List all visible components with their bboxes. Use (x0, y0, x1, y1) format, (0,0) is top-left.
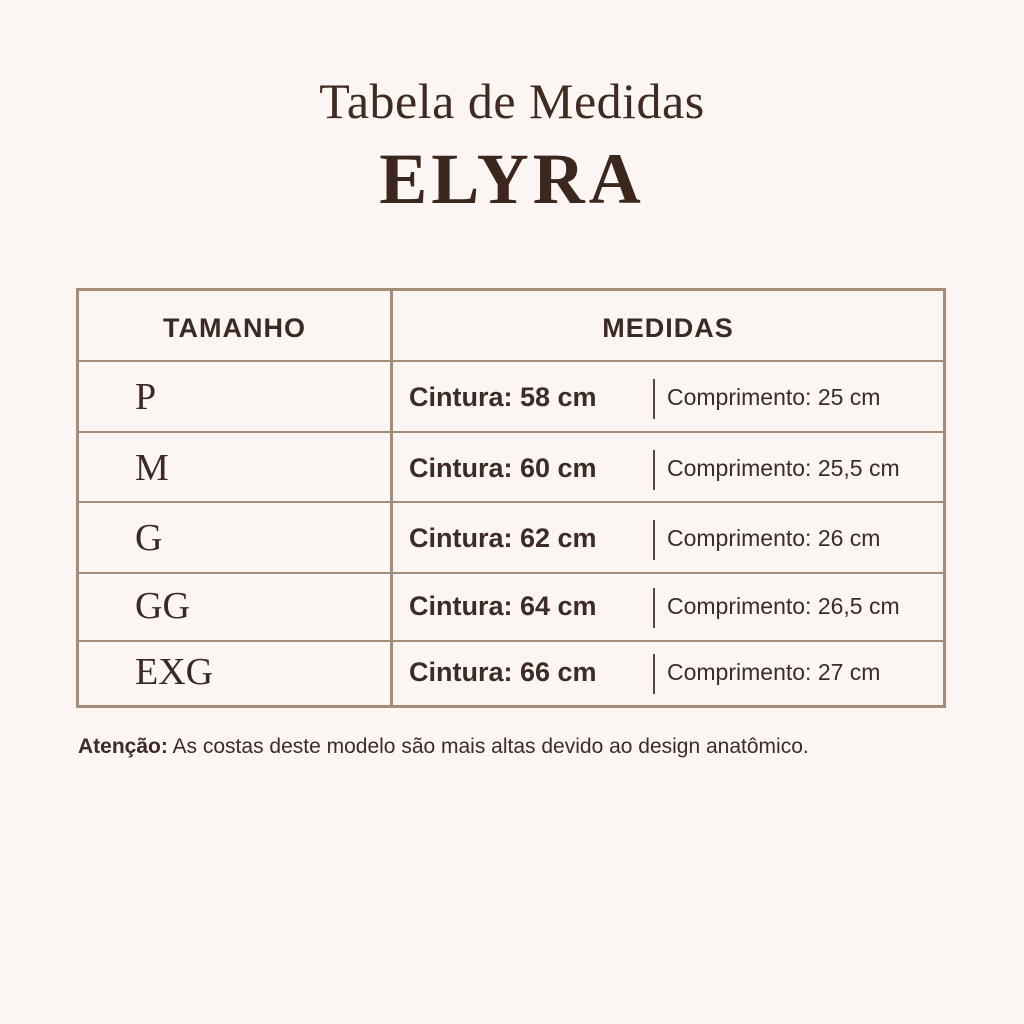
cell-separator (653, 654, 655, 694)
table-row (79, 571, 943, 641)
brand-name: ELYRA (379, 139, 645, 219)
note-label: Atenção: (78, 735, 168, 758)
header-measures: MEDIDAS (602, 313, 734, 343)
table-row (79, 503, 943, 573)
cell-separator (653, 520, 655, 560)
length-value: Comprimento: 25 cm (667, 384, 881, 410)
size-table (76, 288, 946, 708)
page-title: Tabela de Medidas (319, 73, 705, 129)
size-value: G (135, 517, 163, 559)
cell-separator (653, 379, 655, 419)
waist-value: Cintura: 60 cm (409, 453, 597, 483)
size-value: P (135, 376, 157, 418)
size-value: M (135, 447, 169, 489)
table-header-row (79, 291, 943, 361)
table-row (79, 362, 943, 432)
table-row (79, 433, 943, 503)
length-value: Comprimento: 26,5 cm (667, 593, 900, 619)
attention-note (78, 735, 809, 759)
waist-value: Cintura: 62 cm (409, 523, 597, 553)
note-text: As costas deste modelo são mais altas devido ao design anatômico. (167, 735, 809, 758)
header-size: TAMANHO (163, 313, 306, 343)
waist-value: Cintura: 66 cm (409, 657, 597, 687)
length-value: Comprimento: 26 cm (667, 525, 881, 551)
size-value: GG (135, 585, 190, 627)
waist-value: Cintura: 58 cm (409, 382, 597, 412)
cell-separator (653, 588, 655, 628)
table-row (79, 637, 943, 707)
cell-separator (653, 450, 655, 490)
size-value: EXG (135, 651, 214, 693)
length-value: Comprimento: 25,5 cm (667, 455, 900, 481)
waist-value: Cintura: 64 cm (409, 591, 597, 621)
length-value: Comprimento: 27 cm (667, 659, 881, 685)
